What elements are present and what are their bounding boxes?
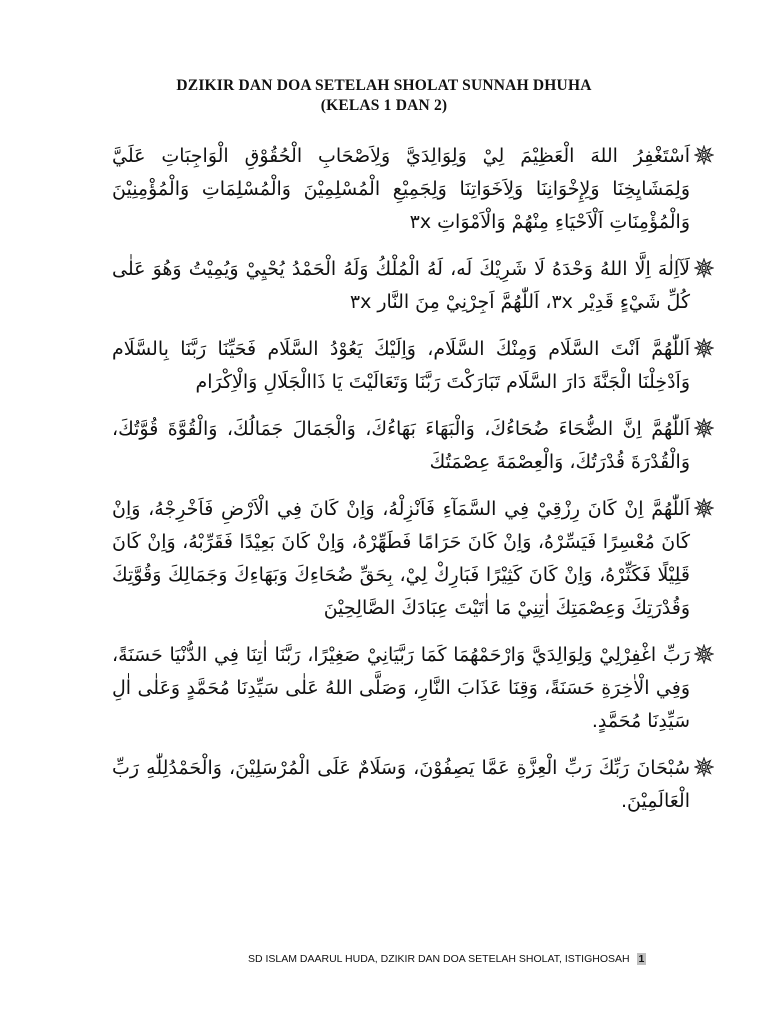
doa-list: [112, 140, 712, 832]
star-ornament-icon: [694, 145, 714, 165]
doa-item-4: [112, 413, 712, 479]
doa-text: لَآاِلٰهَ اِلَّا اللهُ وَحْدَهُ لَا شَرِيْكَ لَه، لَهُ الْمُلْكُ وَلَهُ الْحَمْدُ يُحْيِيْ وَيُمِيْتُ وَهُوَ عَلٰى كُلِّ شَيْءٍ قَدِيْر ٣x، اَللّٰهُمَّ اَجِرْنِيْ مِنَ النَّار ٣x: [112, 258, 690, 313]
star-ornament-icon: [694, 757, 714, 777]
star-ornament-icon: [694, 258, 714, 278]
title-line-2: (KELAS 1 DAN 2): [320, 97, 448, 114]
doa-text: اَللّٰهُمَّ اِنْ كَانَ رِزْقِيْ فِي السَّمَآءِ فَاَنْزِلْهُ، وَاِنْ كَانَ فِي الْاَرْضِ فَاَخْرِجْهُ، وَاِنْ كَانَ مُعْسِرًا فَيَسِّرْهُ، وَاِنْ كَانَ حَرَامًا فَطَهِّرْهُ، وَاِنْ كَانَ بَعِيْدًا فَقَرِّبْهُ، وَاِنْ كَانَ قَلِيْلًا فَكَثِّرْهُ، وَاِنْ كَانَ كَثِيْرًا فَبَارِكْ لِيْ، بِحَقِّ ضُحَاءِكَ وَبَهَاءِكَ وَجَمَالِكَ وَقُوَّتِكَ وَقُدْرَتِكَ وَعِصْمَتِكَ اٰتِنِيْ مَا اٰتَيْتَ عِبَادَكَ الصَّالِحِيْنَ: [112, 498, 690, 619]
star-ornament-icon: [694, 644, 714, 664]
doa-item-2: [112, 253, 712, 319]
doa-text: رَبِّ اغْفِرْلِيْ وَلِوَالِدَيَّ وَارْحَمْهُمَا كَمَا رَبَّيَانِيْ صَغِيْرًا، رَبَّنَا اٰتِنَا فِي الدُّنْيَا حَسَنَةً، وَفِي الْاٰخِرَةِ حَسَنَةً، وَقِنَا عَذَابَ النَّارِ، وَصَلَّى اللهُ عَلٰى سَيِّدِنَا مُحَمَّدٍ وَعَلٰى اٰلِ سَيِّدِنَا مُحَمَّدٍ.: [112, 644, 690, 732]
doa-item-1: [112, 140, 712, 239]
star-ornament-icon: [694, 418, 714, 438]
page-footer: [248, 953, 688, 965]
title-line-1: DZIKIR DAN DOA SETELAH SHOLAT SUNNAH DHUHA: [176, 77, 592, 94]
doa-item-5: [112, 493, 712, 625]
doa-text: اَللّٰهُمَّ اَنْتَ السَّلَام وَمِنْكَ السَّلَام، وَاِلَيْكَ يَعُوْدُ السَّلَام فَحَيِّنَا رَبَّنَا بِالسَّلَام وَاَدْخِلْنَا الْجَنَّةَ دَارَ السَّلَام تَبَارَكْتَ رَبَّنَا وَتَعَالَيْتَ يَا ذَاالْجَلَالِ وَالْاِكْرَام: [112, 338, 690, 393]
star-ornament-icon: [694, 498, 714, 518]
star-ornament-icon: [694, 338, 714, 358]
doa-text: اَللّٰهُمَّ اِنَّ الضُّحَاءَ ضُحَاءُكَ، وَالْبَهَاءَ بَهَاءُكَ، وَالْجَمَالَ جَمَالُكَ، وَالْقُوَّةَ قُوَّتُكَ، وَالْقُدْرَةَ قُدْرَتُكَ، وَالْعِصْمَةَ عِصْمَتُكَ: [112, 418, 690, 473]
doa-item-6: [112, 639, 712, 738]
doa-item-3: [112, 333, 712, 399]
doa-text: اَسْتَغْفِرُ اللهَ الْعَظِيْمَ لِيْ وَلِوَالِدَيَّ وَلِاَصْحَابِ الْحُقُوْقِ الْوَاجِبَاتِ عَلَيَّ وَلِمَشَايِخِنَا وَلِإِخْوَانِنَا وَلِاَخَوَاتِنَا وَلِجَمِيْعِ الْمُسْلِمِيْنَ وَالْمُسْلِمَاتِ وَالْمُؤْمِنِيْنَ وَالْمُؤْمِنَاتِ اَلْاَحْيَاءِ مِنْهُمْ وَالْاَمْوَاتِ ٣x: [112, 145, 690, 233]
doa-text: سُبْحَانَ رَبِّكَ رَبِّ الْعِزَّةِ عَمَّا يَصِفُوْنَ، وَسَلَامٌ عَلَى الْمُرْسَلِيْنَ، وَالْحَمْدُلِلّٰهِ رَبِّ الْعَالَمِيْنَ.: [112, 757, 690, 812]
doa-item-7: [112, 752, 712, 818]
page-number: 1: [638, 953, 645, 965]
document-title: [0, 76, 768, 116]
footer-text: SD ISLAM DAARUL HUDA, DZIKIR DAN DOA SETELAH SHOLAT, ISTIGHOSAH: [248, 953, 630, 965]
